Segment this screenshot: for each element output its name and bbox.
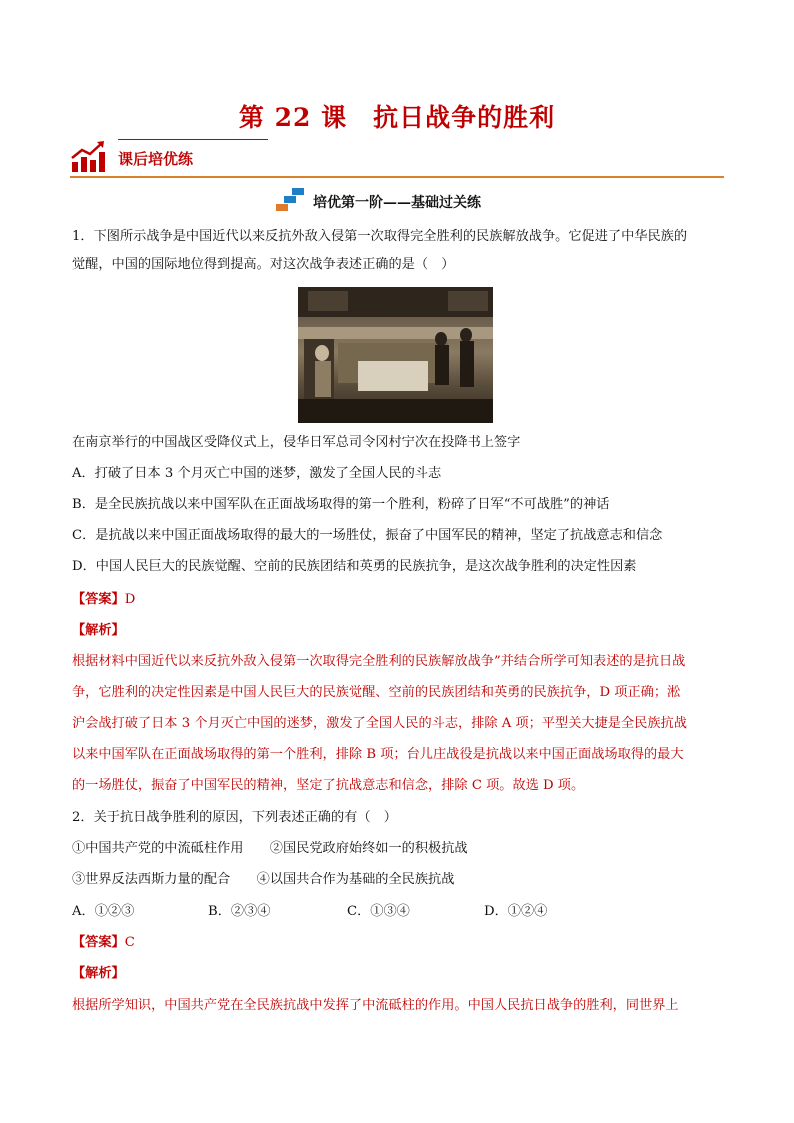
- question-1-stem-line-2: 觉醒，中国的国际地位得到提高。对这次战争表述正确的是（ ）: [72, 257, 455, 272]
- analysis-tag: 【解析】: [72, 966, 125, 981]
- question-1-option-a: A．打破了日本 3 个月灭亡中国的迷梦，激发了全国人民的斗志: [72, 466, 442, 481]
- question-1-stem-line-1: 1．下图所示战争是中国近代以来反抗外敌入侵第一次取得完全胜利的民族解放战争。它促进了中华民族的: [72, 229, 688, 244]
- section-divider: [70, 176, 724, 178]
- section-header: [70, 136, 724, 180]
- question-2-choice-d: D．①②④: [484, 904, 548, 919]
- section-top-rule: [118, 139, 268, 140]
- answer-tag: 【答案】: [72, 935, 125, 950]
- bar-chart-trend-icon: [70, 140, 106, 174]
- question-2-choice-b: B．②③④: [208, 904, 271, 919]
- question-1-analysis-tag: [72, 621, 125, 641]
- answer-value: C: [124, 935, 135, 950]
- question-2-analysis-line: 根据所学知识，中国共产党在全民族抗战中发挥了中流砥柱的作用。中国人民抗日战争的胜利，同世界上: [72, 998, 679, 1013]
- question-1-analysis-line: 的一场胜仗，振奋了中国军民的精神，坚定了抗战意志和信念，排除 C 项。故选 D 项。: [72, 778, 585, 793]
- question-2-stem: 2．关于抗日战争胜利的原因，下列表述正确的有（ ）: [72, 810, 397, 825]
- question-1-option-b: B．是全民族抗战以来中国军队在正面战场取得的第一个胜利，粉碎了日军“不可战胜”的神话: [72, 497, 610, 512]
- surrender-ceremony-photo: [298, 287, 493, 423]
- tier-label: 培优第一阶——基础过关练: [313, 195, 481, 211]
- photo-illustration: [298, 287, 493, 423]
- analysis-tag: 【解析】: [72, 623, 125, 638]
- question-1-analysis-line: 以来中国军队在正面战场取得的第一个胜利，排除 B 项；台儿庄战役是抗战以来中国正面战场取得的最大: [72, 747, 684, 762]
- question-2-analysis-tag: [72, 964, 125, 984]
- question-1-option-c: C．是抗战以来中国正面战场取得的最大的一场胜仗，振奋了中国军民的精神，坚定了抗战意志和信念: [72, 528, 663, 543]
- page-title: 第 22 课 抗日战争的胜利: [238, 103, 556, 132]
- tier-header: [0, 188, 794, 214]
- question-2-statements-line-2: ③世界反法西斯力量的配合 ④以国共合作为基础的全民族抗战: [72, 872, 455, 887]
- question-2-statements-line-1: ①中国共产党的中流砥柱作用 ②国民党政府始终如一的积极抗战: [72, 841, 468, 856]
- question-1-analysis-line: 沪会战打破了日本 3 个月灭亡中国的迷梦，激发了全国人民的斗志，排除 A 项；平型关大捷是全民族抗战: [72, 716, 687, 731]
- question-2-choice-a: A．①②③: [72, 904, 135, 919]
- question-2-answer: [72, 933, 135, 953]
- photo-caption: 在南京举行的中国战区受降仪式上，侵华日军总司令冈村宁次在投降书上签字: [72, 435, 521, 450]
- section-label: 课后培优练: [118, 150, 194, 168]
- question-1-option-d: D．中国人民巨大的民族觉醒、空前的民族团结和英勇的民族抗争，是这次战争胜利的决定性因素: [72, 559, 637, 574]
- question-1-answer: [72, 590, 135, 610]
- question-1-analysis-line: 根据材料中国近代以来反抗外敌入侵第一次取得完全胜利的民族解放战争”并结合所学可知表述的是抗日战: [72, 654, 686, 669]
- question-2-choice-c: C．①③④: [347, 904, 410, 919]
- question-2-choices: [72, 900, 612, 920]
- answer-value: D: [124, 592, 136, 607]
- question-1-analysis-line: 争，它胜利的决定性因素是中国人民巨大的民族觉醒、空前的民族团结和英勇的民族抗争，D 项正确；淞: [72, 685, 681, 700]
- stairs-icon: [274, 188, 306, 212]
- answer-tag: 【答案】: [72, 592, 125, 607]
